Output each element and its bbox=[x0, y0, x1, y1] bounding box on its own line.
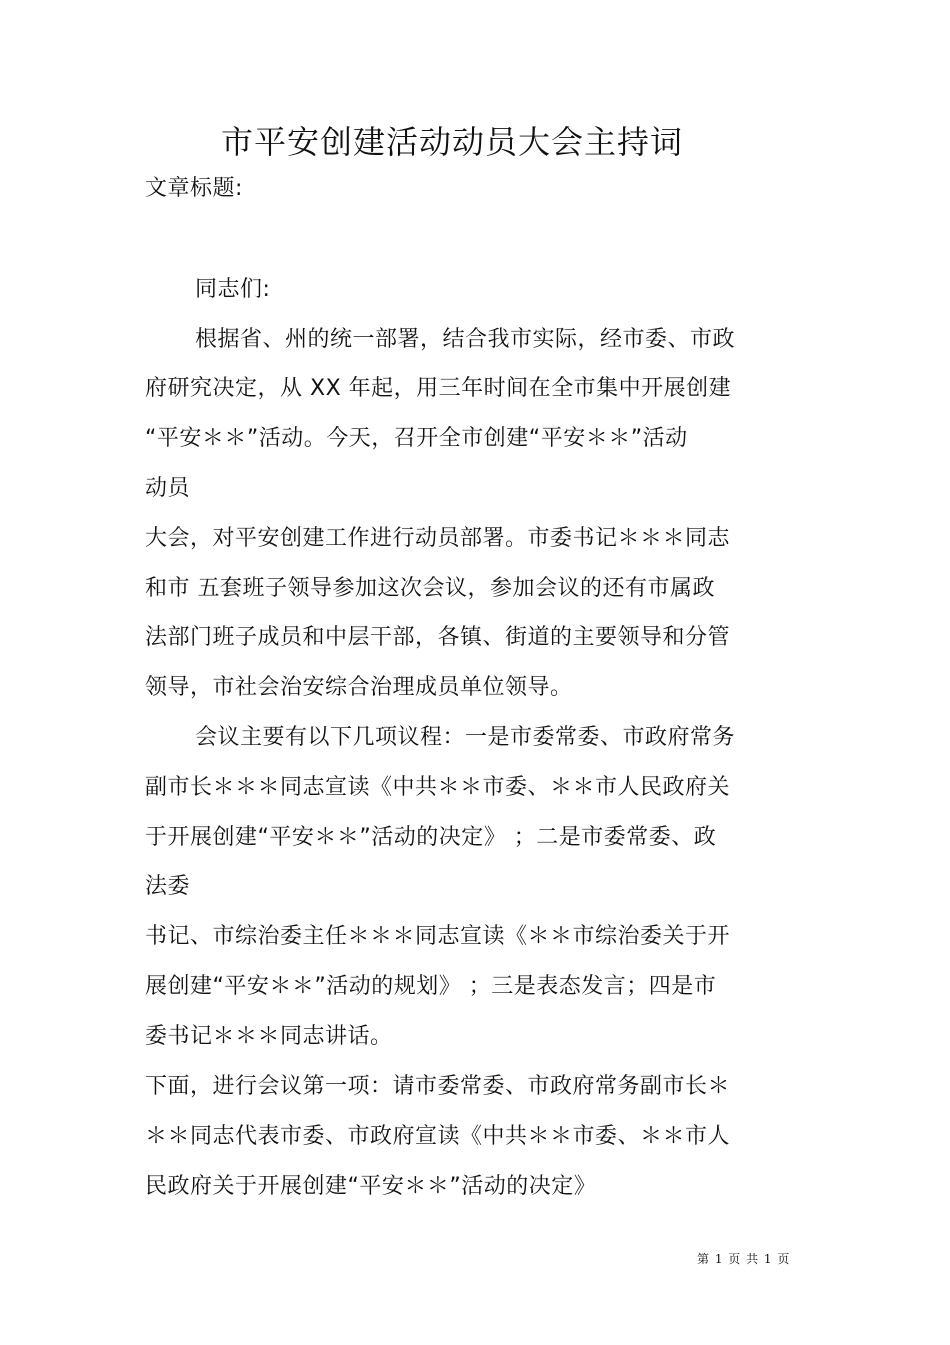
body-line: 根据省、州的统一部署，结合我市实际，经市委、市政 bbox=[195, 327, 736, 352]
body-line: 下面，进行会议第一项：请市委常委、市政府常务副市长＊ bbox=[145, 1074, 731, 1099]
body-line: 领导，市社会治安综合治理成员单位领导。 bbox=[145, 675, 573, 700]
body-line: 书记、市综治委主任＊＊＊同志宣读《＊＊市综治委关于开 bbox=[145, 924, 731, 949]
body-line: 法委 bbox=[145, 874, 191, 899]
body-line: 动员 bbox=[145, 476, 191, 501]
body-line: 民政府关于开展创建“平安＊＊”活动的决定》 bbox=[145, 1174, 597, 1199]
body-line: 副市长＊＊＊同志宣读《中共＊＊市委、＊＊市人民政府关 bbox=[145, 775, 731, 800]
document-title: 市平安创建活动动员大会主持词 bbox=[220, 123, 683, 161]
body-line: 委书记＊＊＊同志讲话。 bbox=[145, 1024, 393, 1049]
body-line: 同志们: bbox=[195, 277, 271, 302]
body-line: 和市 五套班子领导参加这次会议，参加会议的还有市属政 bbox=[145, 576, 715, 601]
body-line: 于开展创建“平安＊＊”活动的决定》 ；二是市委常委、政 bbox=[145, 825, 717, 850]
body-line: 大会，对平安创建工作进行动员部署。市委书记＊＊＊同志 bbox=[145, 526, 731, 551]
body-line: 法部门班子成员和中层干部，各镇、街道的主要领导和分管 bbox=[145, 625, 731, 650]
subtitle-label: 文章标题: bbox=[145, 176, 243, 201]
body-line: 府研究决定，从 XX 年起，用三年时间在全市集中开展创建 bbox=[145, 376, 732, 401]
page-footer: 第 1 页 共 1 页 bbox=[697, 1252, 791, 1266]
body-line: 展创建“平安＊＊”活动的规划》 ；三是表态发言；四是市 bbox=[145, 974, 717, 999]
body-line: 会议主要有以下几项议程：一是市委常委、市政府常务 bbox=[195, 725, 736, 750]
body-line: “平安＊＊”活动。今天，召开全市创建“平安＊＊”活动 bbox=[145, 426, 688, 451]
body-line: ＊＊同志代表市委、市政府宣读《中共＊＊市委、＊＊市人 bbox=[145, 1124, 731, 1149]
